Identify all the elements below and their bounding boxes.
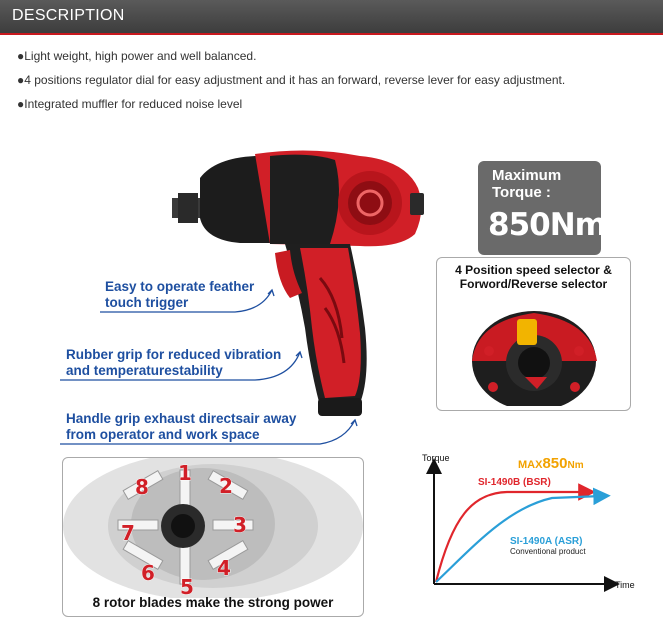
max-torque-label <box>518 455 584 472</box>
max-value: 850 <box>542 455 568 472</box>
torque-value: 850Nm <box>488 207 606 243</box>
blade-number-5: 5 <box>180 575 194 598</box>
selector-title-line2: Forword/Reverse selector <box>459 277 608 291</box>
blade-number-1: 1 <box>178 461 192 485</box>
blade-number-8: 8 <box>135 475 149 499</box>
series-asr-subtitle: Conventional product <box>510 547 586 556</box>
torque-label-line2: Torque : <box>492 184 551 201</box>
blade-number-6: 6 <box>141 561 155 585</box>
torque-label-line1: Maximum <box>492 167 562 184</box>
callout-grip-line1: Rubber grip for reduced vibration <box>66 347 282 362</box>
series-bsr-label: SI-1490B (BSR) <box>478 477 551 488</box>
y-axis-label: Torque <box>422 453 450 463</box>
feature-item: ●Light weight, high power and well balanced. <box>17 49 257 63</box>
max-torque-badge <box>478 161 606 255</box>
blade-number-4: 4 <box>217 556 231 580</box>
max-prefix: MAX <box>518 459 543 471</box>
series-asr-label: SI-1490A (ASR) <box>510 536 583 547</box>
callout-trigger-line2: touch trigger <box>105 295 189 310</box>
torque-time-chart <box>412 448 652 593</box>
feature-item: ●Integrated muffler for reduced noise level <box>17 97 243 111</box>
blade-number-2: 2 <box>219 474 233 498</box>
selector-title <box>437 263 630 291</box>
blade-number-labels <box>63 458 363 598</box>
blade-number-7: 7 <box>121 521 135 545</box>
blade-number-3: 3 <box>233 513 247 537</box>
feature-item: ●4 positions regulator dial for easy adjustment and it has an forward, reverse lever for easy adjustment. <box>17 73 566 87</box>
callout-grip-line2: and temperaturestability <box>66 363 223 378</box>
description-title: DESCRIPTION <box>12 7 125 24</box>
callout-exhaust-line1: Handle grip exhaust directsair away <box>66 411 297 426</box>
torque-label <box>492 167 561 201</box>
callout-exhaust-line2: from operator and work space <box>66 427 260 442</box>
selector-title-line1: 4 Position speed selector & <box>455 263 612 277</box>
selector-dial-image <box>467 291 602 406</box>
rotor-panel <box>62 457 364 617</box>
max-unit: Nm <box>567 460 584 471</box>
rotor-caption: 8 rotor blades make the strong power <box>92 595 334 610</box>
x-axis-label: Time <box>615 580 635 590</box>
selector-panel <box>436 257 631 411</box>
callout-trigger-line1: Easy to operate feather <box>105 279 255 294</box>
